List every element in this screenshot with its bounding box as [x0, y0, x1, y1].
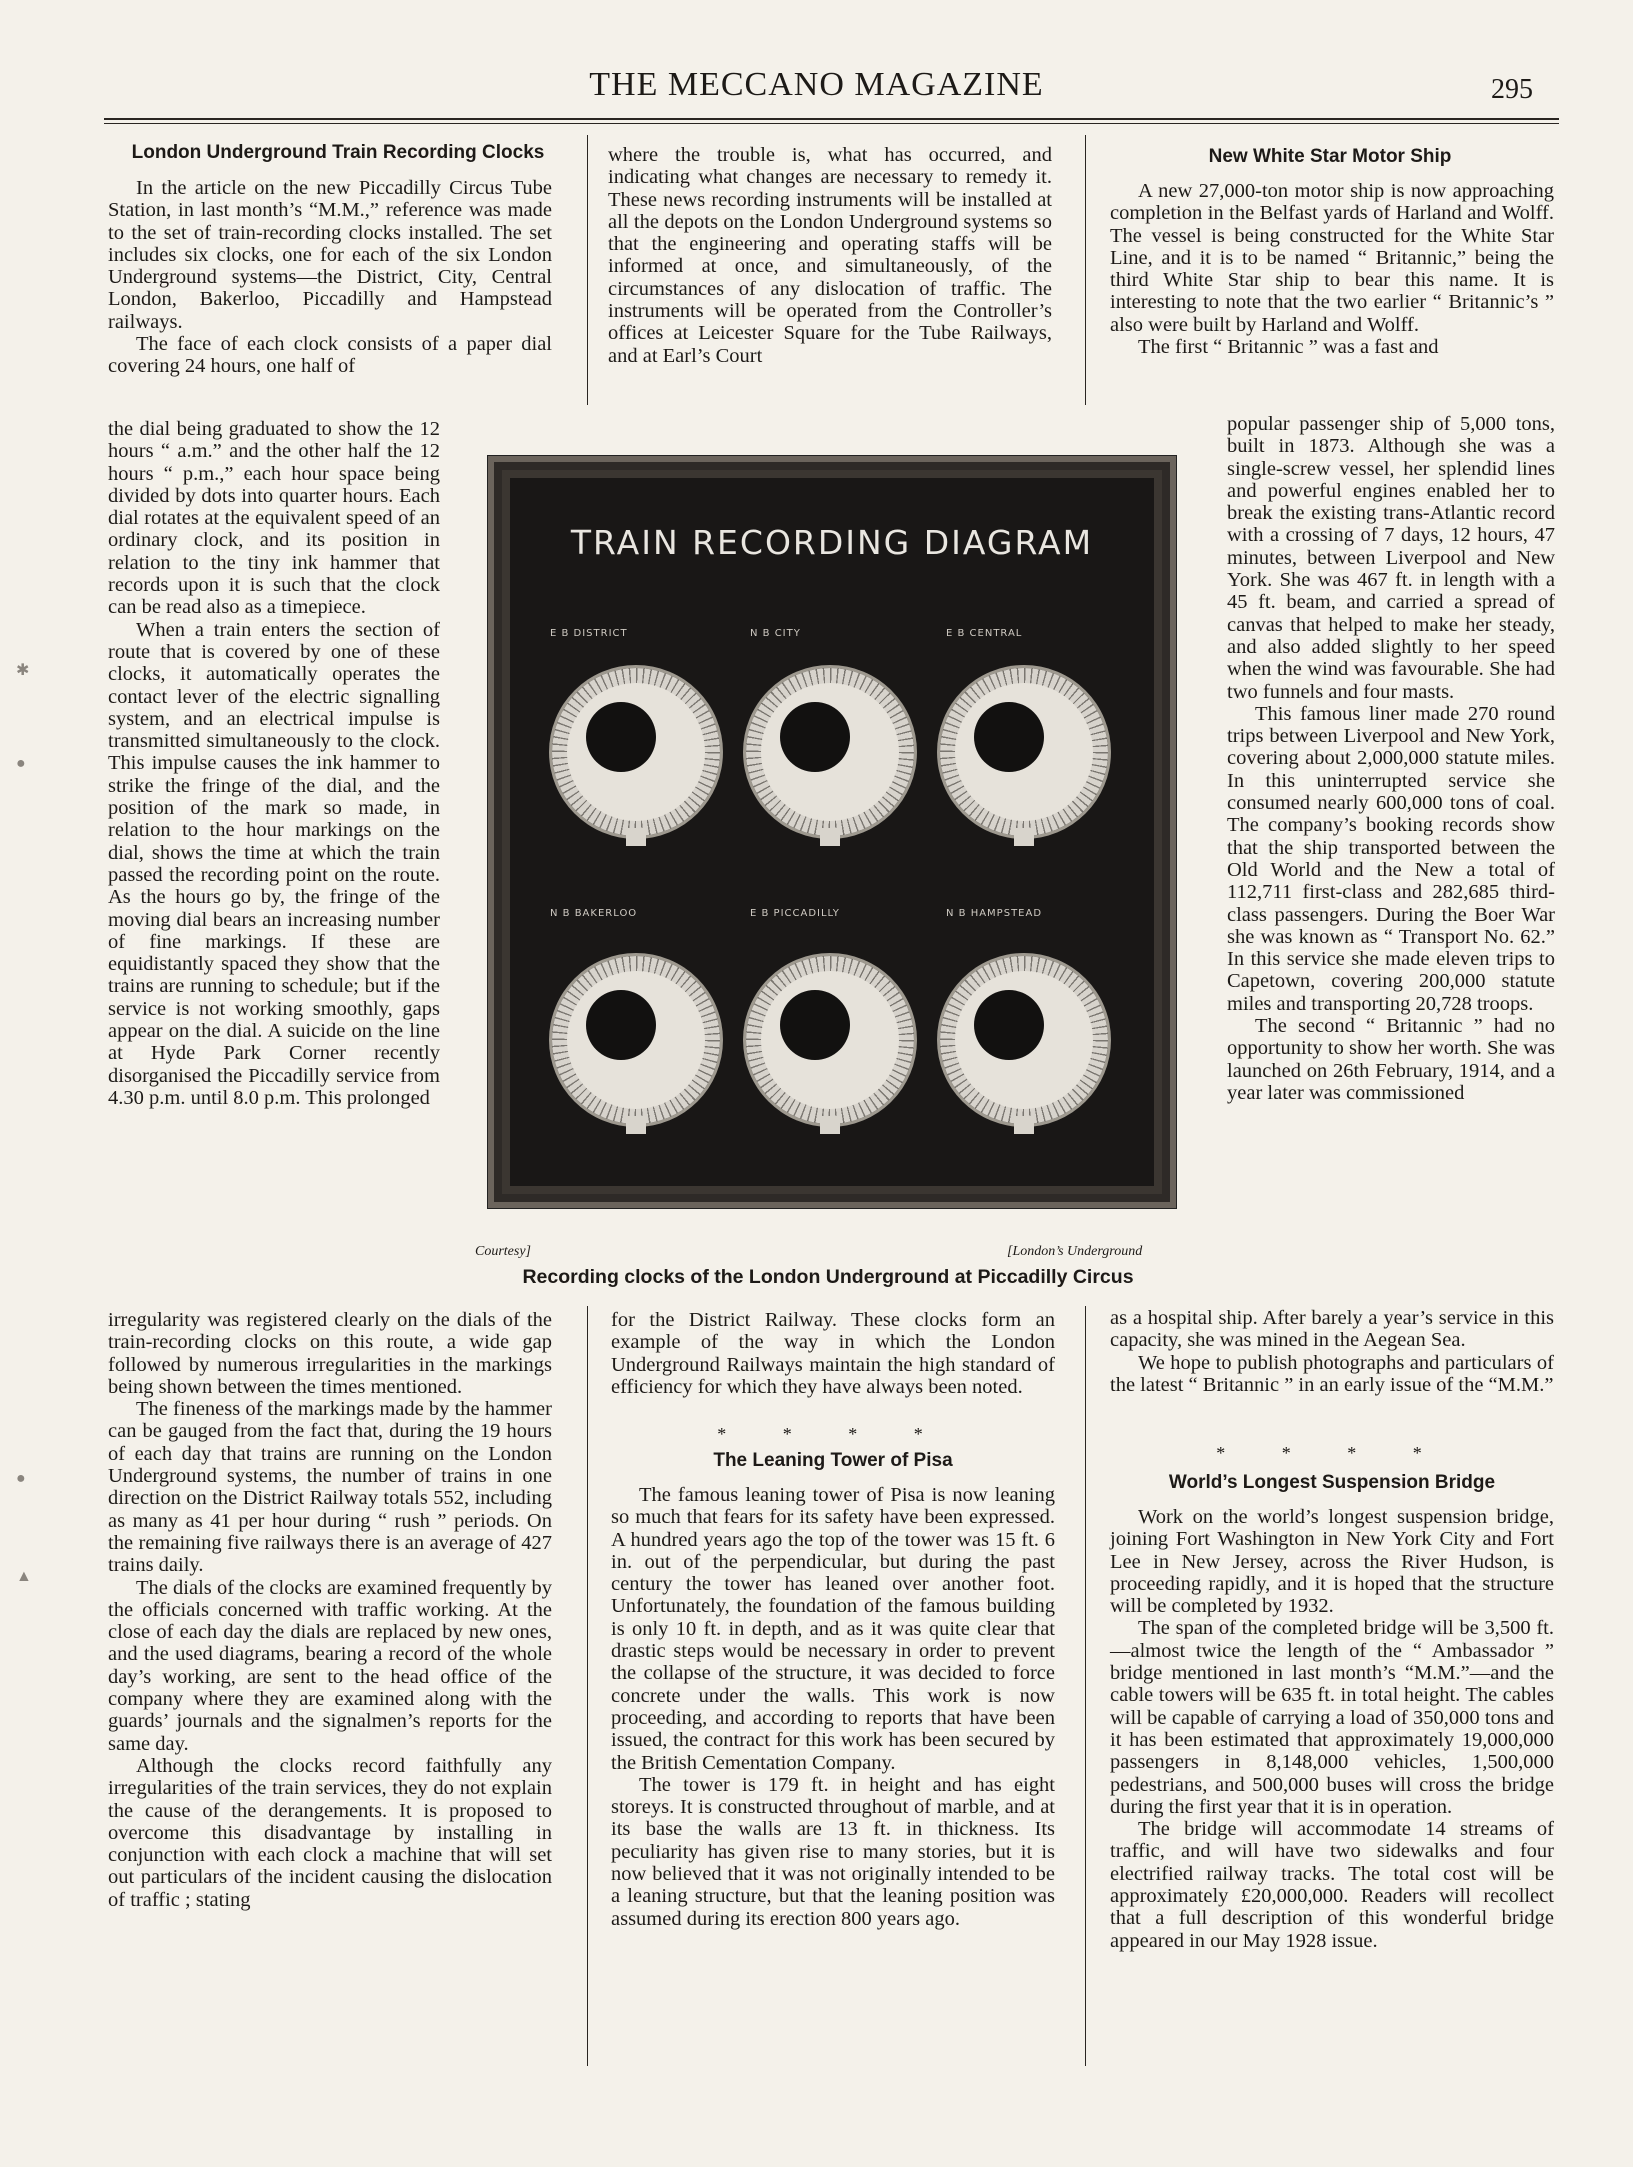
article-heading-bridge: World’s Longest Suspension Bridge	[1168, 1472, 1496, 1493]
paragraph: where the trouble is, what has occurred, and indicating what changes are necessary to remedy it. These news recording instruments will be installed at all the depots on the London Underground systems so that the engineering and operating staffs will be informed at once, and simultaneously, of the circumstances of any dislocation of traffic. The instruments will be operated from the Controller’s offices at Leicester Square for the Tube Railways, and at Earl’s Court	[608, 144, 1052, 367]
photo-credit-left: Courtesy]	[475, 1244, 531, 1259]
paragraph: The second “ Britannic ” had no opportunity to show her worth. She was launched on 26th February, 1914, and a year later was commissioned	[1227, 1015, 1555, 1104]
binding-hole-icon: ●	[16, 755, 26, 772]
column-rule-1	[587, 135, 588, 405]
col3-wide-text	[1110, 1307, 1554, 1396]
article-heading-pisa: The Leaning Tower of Pisa	[713, 1450, 953, 1471]
train-recording-diagram-photo	[487, 455, 1177, 1209]
paragraph: The fineness of the markings made by the hammer can be gauged from the fact that, during the 19 hours of each day that trains are running on the London Underground systems, the number of trains in one direction on the District Railway totals 552, including as many as 41 per hour during “ rush ” periods. On the remaining five railways there is an average of 427 trains daily.	[108, 1398, 552, 1577]
article-heading-white-star: New White Star Motor Ship	[1208, 146, 1452, 167]
clock-dial-district	[552, 668, 720, 836]
paragraph: The first “ Britannic ” was a fast and	[1138, 336, 1439, 359]
dial-label: E B CENTRAL	[946, 628, 1023, 639]
paragraph: The tower is 179 ft. in height and has eight storeys. It is constructed throughout of marble, and at its base the walls are 13 ft. in thickness. Its peculiarity has given rise to many stories, but it is now believed that it was not originally intended to be a leaning structure, but that the leaning position was assumed during its erection 800 years ago.	[611, 1773, 1055, 1930]
magazine-title: THE MECCANO MAGAZINE	[589, 66, 1044, 103]
col1-top-text	[108, 177, 552, 378]
paragraph: In the article on the new Piccadilly Circus Tube Station, in last month’s “M.M.,” reference was made to the set of train-recording clocks installed. The set includes six clocks, one for each of the six London Underground systems—the District, City, Central London, Bakerloo, Piccadilly and Hampstead railways.	[108, 177, 552, 333]
dial-label: N B BAKERLOO	[550, 908, 638, 919]
paragraph: as a hospital ship. After barely a year’s service in this capacity, she was mined in the Aegean Sea.	[1110, 1307, 1554, 1352]
board-title: TRAIN RECORDING DIAGRAM	[570, 523, 1094, 562]
header-rule-thin	[104, 123, 1559, 124]
photo-caption: Recording clocks of the London Underground at Piccadilly Circus	[522, 1266, 1134, 1288]
column-rule-4	[1085, 1306, 1086, 2066]
binding-hole-icon: ✱	[16, 662, 30, 679]
header-rule	[104, 118, 1559, 120]
article-heading-train-clocks: London Underground Train Recording Clocks	[131, 142, 545, 163]
clock-dial-bakerloo	[552, 956, 720, 1124]
photo-credit-right: [London’s Underground	[1007, 1244, 1143, 1259]
paragraph: for the District Railway. These clocks form an example of the way in which the London Underground Railways maintain the high standard of efficiency for which they have always been noted.	[611, 1309, 1055, 1398]
dial-label: N B HAMPSTEAD	[946, 908, 1043, 919]
paragraph: Although the clocks record faithfully any irregularities of the train services, they do not explain the cause of the derangements. It is proposed to overcome this disadvantage by installing in conjunction with each clock a machine that will set out particulars of the incident causing the dislocation of traffic ; stating	[108, 1754, 552, 1911]
paragraph: We hope to publish photographs and particulars of the latest “ Britannic ” in an early issue of the “M.M.”	[1110, 1351, 1554, 1396]
clock-dial-hampstead	[940, 956, 1108, 1124]
paragraph: When a train enters the section of route that is covered by one of these clocks, it automatically operates the contact lever of the electric signalling system, and an electrical impulse is transmitted simultaneously to the clock. This impulse causes the ink hammer to strike the fringe of the dial, and the position of the mark so made, in relation to the hour markings on the dial, shows the time at which the train passed the recording point on the route. As the hours go by, the fringe of the moving dial bears an increasing number of fine markings. If these are equidistantly spaced they show that the trains are running to schedule; but if the service is not working smoothly, gaps appear on the dial. A suicide on the line at Hyde Park Corner recently disorganised the Piccadilly service from 4.30 p.m. until 8.0 p.m. This prolonged	[108, 618, 440, 1109]
paragraph: The famous leaning tower of Pisa is now leaning so much that fears for its safety have been expressed. A hundred years ago the top of the tower was 15 ft. 6 in. out of the perpendicular, but during the past century the tower has leaned over another foot. Unfortunately, the foundation of the famous building is only 10 ft. in depth, and as it was quite clear that drastic steps would be necessary in order to prevent the collapse of the structure, it was decided to force concrete under the walls. This work is now proceeding, and according to reports that have been issued, the contract for this work has been secured by the British Cementation Company.	[611, 1484, 1055, 1774]
clock-dial-central	[940, 668, 1108, 836]
paragraph: The span of the completed bridge will be 3,500 ft.—almost twice the length of the “ Ambassador ” bridge mentioned in last month’s “M.M.”—and the cable towers will be 635 ft. in total height. The cables will be capable of carrying a load of 350,000 tons and it has been estimated that approximately 19,000,000 passengers in 8,148,000 vehicles, 1,500,000 pedestrians, and 500,000 buses will cross the bridge during the first year that it is in operation.	[1110, 1617, 1554, 1818]
binding-hole-icon: ▲	[16, 1568, 32, 1585]
col1-narrow-text	[108, 418, 440, 1109]
paragraph: popular passenger ship of 5,000 tons, built in 1873. Although she was a single-screw vessel, her splendid lines and powerful engines enabled her to break the existing trans-Atlantic record with a crossing of 7 days, 12 hours, 47 minutes, between Liverpool and New York. She was 467 ft. in length with a 45 ft. beam, and carried a spread of canvas that helped to make her steady, and also added slightly to her speed when the wind was favourable. She had two funnels and four masts.	[1227, 413, 1555, 703]
dial-label: N B CITY	[750, 628, 801, 639]
binding-hole-icon: ●	[16, 1470, 26, 1487]
dial-label: E B PICCADILLY	[750, 908, 840, 919]
col1-bottom-text	[108, 1309, 552, 1911]
paragraph: This famous liner made 270 round trips between Liverpool and New York, covering about 2,000,000 statute miles. In this uninterrupted service she consumed nearly 600,000 tons of coal. The company’s booking records show that the ship transported between the Old World and the New a total of 112,711 first-class and 282,685 third-class passengers. During the Boer War she was known as “ Transport No. 62.” In this service she made eleven trips to Capetown, covering 200,000 statute miles and transporting 20,728 troops.	[1227, 702, 1555, 1015]
col3-narrow-text	[1227, 413, 1555, 1104]
col3-bridge-text	[1110, 1506, 1554, 1952]
paragraph: A new 27,000-ton motor ship is now approaching completion in the Belfast yards of Harland and Wolff. The vessel is being constructed for the White Star Line, and it is to be named “ Britannic,” being the third White Star ship to bear this name. It is interesting to note that the two earlier “ Britannic’s ” also were built by Harland and Wolff.	[1110, 180, 1554, 336]
paragraph: irregularity was registered clearly on the dials of the train-recording clocks on this route, a wide gap followed by numerous irregularities in the markings being shown between the times mentioned.	[108, 1309, 552, 1398]
section-divider-stars: * * * *	[1216, 1443, 1448, 1463]
col3-top-text	[1110, 180, 1554, 358]
paragraph: the dial being graduated to show the 12 hours “ a.m.” and the other half the 12 hours “ p.m.,” each hour space being divided by dots into quarter hours. Each dial rotates at the equivalent speed of an ordinary clock, and its position in relation to the tiny ink hammer that records upon it is such that the clock can be read also as a timepiece.	[108, 418, 440, 619]
section-divider-stars: * * * *	[717, 1424, 949, 1444]
page-number: 295	[1491, 74, 1533, 105]
clock-dial-city	[746, 668, 914, 836]
col2-pisa-text	[611, 1484, 1055, 1930]
paragraph: Work on the world’s longest suspension bridge, joining Fort Washington in New York City and Fort Lee in New Jersey, across the River Hudson, is proceeding rapidly, and it is hoped that the structure will be completed by 1932.	[1110, 1506, 1554, 1618]
paragraph: The bridge will accommodate 14 streams of traffic, and will have two sidewalks and four electrified railway tracks. The total cost will be approximately £20,000,000. Readers will recollect that a full description of this wonderful bridge appeared in our May 1928 issue.	[1110, 1818, 1554, 1952]
col2-top-text	[608, 144, 1052, 367]
column-rule-3	[587, 1306, 588, 2066]
paragraph: The face of each clock consists of a paper dial covering 24 hours, one half of	[108, 333, 552, 378]
col2-after-photo-text	[611, 1309, 1055, 1398]
dial-label: E B DISTRICT	[550, 628, 628, 639]
diagram-board	[510, 478, 1154, 1186]
paragraph: The dials of the clocks are examined frequently by the officials concerned with traffic working. At the close of each day the dials are replaced by new ones, and the used diagrams, bearing a record of the whole day’s working, are sent to the head office of the company where they are examined along with the guards’ journals and the signalmen’s reports for the same day.	[108, 1576, 552, 1755]
column-rule-2	[1085, 135, 1086, 405]
clock-dial-piccadilly	[746, 956, 914, 1124]
